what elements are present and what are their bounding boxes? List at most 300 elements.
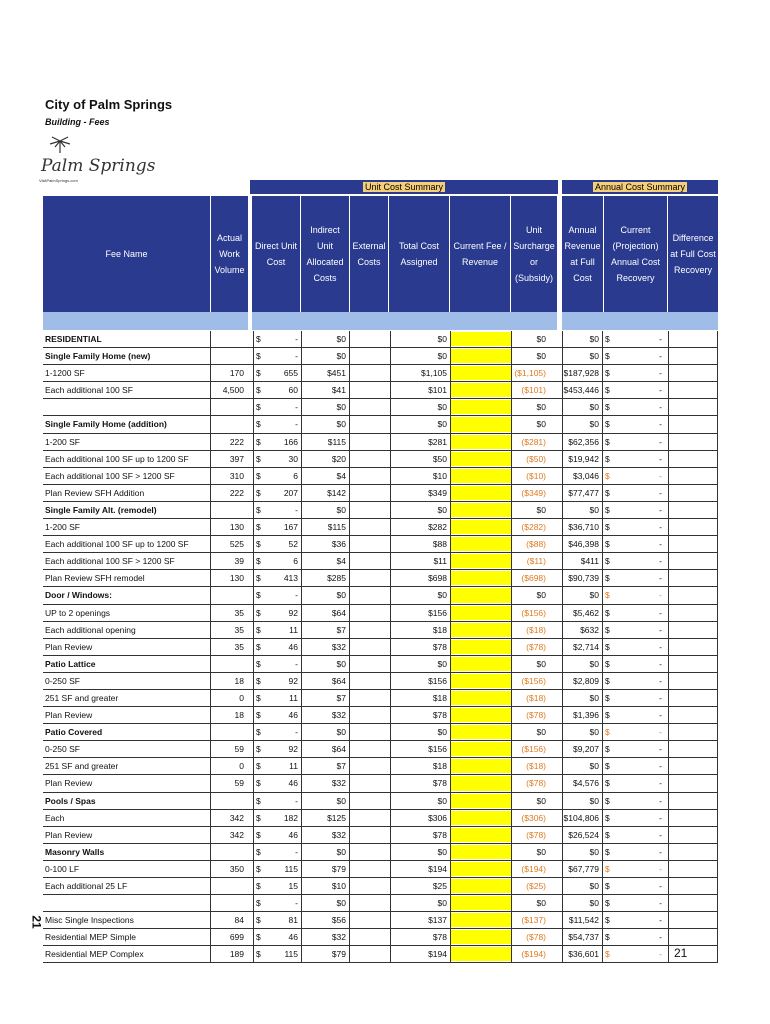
surcharge-cell: $0	[511, 793, 549, 809]
dollar-sign-cell: $	[253, 587, 261, 603]
external-cost-cell	[349, 519, 390, 535]
annual-revenue-cell: $0	[562, 724, 602, 740]
total-cost-cell: $78	[390, 827, 450, 843]
external-cost-cell	[349, 775, 390, 791]
difference-cell	[668, 827, 718, 843]
col-annual-revenue: Annual Revenue at Full Cost	[562, 196, 603, 312]
difference-cell	[668, 741, 718, 757]
current-fee-cell	[450, 519, 511, 535]
external-cost-cell	[349, 536, 390, 552]
external-cost-cell	[349, 553, 390, 569]
surcharge-cell: ($25)	[511, 878, 549, 894]
indirect-cost-cell: $4	[301, 553, 349, 569]
projection-dash: -	[659, 795, 662, 806]
direct-cost-cell: 413	[283, 573, 298, 584]
annual-revenue-cell: $0	[562, 878, 602, 894]
fee-name-cell: 1-200 SF	[45, 436, 80, 447]
difference-cell	[668, 331, 718, 347]
total-cost-cell: $281	[390, 434, 450, 450]
indirect-cost-cell: $64	[301, 741, 349, 757]
current-projection-cell: $ -	[602, 690, 668, 706]
indirect-cost-cell: $64	[301, 605, 349, 621]
current-fee-cell	[450, 844, 511, 860]
table-row	[43, 946, 718, 963]
projection-dash: -	[659, 675, 662, 686]
table-row	[43, 793, 718, 810]
surcharge-cell: ($10)	[511, 468, 549, 484]
volume-cell	[210, 656, 247, 672]
dollar-sign-cell: $	[253, 827, 261, 843]
dollar-sign-cell: $	[253, 605, 261, 621]
total-cost-cell: $698	[390, 570, 450, 586]
projection-dash: -	[659, 522, 662, 533]
total-cost-cell: $0	[390, 895, 450, 911]
difference-cell	[668, 895, 718, 911]
projection-dash: -	[659, 351, 662, 362]
projection-dash: -	[659, 402, 662, 413]
volume-cell: 350	[210, 861, 247, 877]
projection-dash: -	[659, 419, 662, 430]
current-projection-cell: $ -	[602, 656, 668, 672]
annual-revenue-cell: $2,714	[562, 639, 602, 655]
direct-cost-cell: -	[295, 590, 298, 601]
surcharge-cell: ($281)	[511, 434, 549, 450]
difference-cell	[668, 605, 718, 621]
current-fee-cell	[450, 485, 511, 501]
projection-dash: -	[659, 710, 662, 721]
current-projection-cell: $ -	[602, 519, 668, 535]
surcharge-cell: ($156)	[511, 741, 549, 757]
projection-dash: -	[659, 641, 662, 652]
table-row	[43, 844, 718, 861]
dollar-sign-cell: $	[253, 502, 261, 518]
external-cost-cell	[349, 810, 390, 826]
volume-cell	[210, 724, 247, 740]
dollar-sign-cell: $	[253, 639, 261, 655]
fee-highlight	[451, 845, 511, 859]
current-projection-cell: $ -	[602, 382, 668, 398]
total-cost-cell: $0	[390, 399, 450, 415]
total-cost-cell: $0	[390, 724, 450, 740]
external-cost-cell	[349, 348, 390, 364]
fee-highlight	[451, 725, 511, 739]
difference-cell	[668, 707, 718, 723]
annual-revenue-cell: $0	[562, 587, 602, 603]
table-row	[43, 519, 718, 536]
fee-name-cell: Door / Windows:	[45, 590, 112, 601]
annual-revenue-cell: $453,446	[562, 382, 602, 398]
indirect-cost-cell: $32	[301, 775, 349, 791]
direct-cost-cell: 15	[288, 881, 298, 891]
direct-cost-cell: -	[295, 898, 298, 909]
fee-highlight	[451, 435, 511, 449]
surcharge-cell: ($282)	[511, 519, 549, 535]
annual-revenue-cell: $0	[562, 348, 602, 364]
fee-name-cell: Plan Review SFH remodel	[45, 573, 145, 584]
total-cost-cell: $306	[390, 810, 450, 826]
surcharge-cell: ($306)	[511, 810, 549, 826]
projection-dash: -	[659, 453, 662, 464]
table-row	[43, 878, 718, 895]
volume-cell: 35	[210, 622, 247, 638]
table-row	[43, 399, 718, 416]
indirect-cost-cell: $4	[301, 468, 349, 484]
current-fee-cell	[450, 553, 511, 569]
total-cost-cell: $0	[390, 331, 450, 347]
current-fee-cell	[450, 382, 511, 398]
difference-cell	[668, 502, 718, 518]
current-fee-cell	[450, 468, 511, 484]
table-row	[43, 690, 718, 707]
direct-cost-cell: 46	[288, 641, 298, 652]
dollar-sign-cell: $	[253, 929, 261, 945]
fee-name-cell: Each additional 100 SF up to 1200 SF	[45, 539, 189, 550]
fee-name-cell: Plan Review	[45, 641, 93, 652]
table-row	[43, 758, 718, 775]
volume-cell: 699	[210, 929, 247, 945]
fee-name-cell: Residential MEP Simple	[45, 932, 137, 943]
volume-cell: 84	[210, 912, 247, 928]
annual-revenue-cell: $1,396	[562, 707, 602, 723]
current-fee-cell	[450, 775, 511, 791]
volume-cell: 39	[210, 553, 247, 569]
external-cost-cell	[349, 605, 390, 621]
projection-dash: -	[659, 778, 662, 789]
fee-name-cell: Plan Review	[45, 778, 93, 789]
annual-revenue-cell: $0	[562, 758, 602, 774]
table-row	[43, 673, 718, 690]
total-cost-cell: $156	[390, 673, 450, 689]
difference-cell	[668, 485, 718, 501]
fee-highlight	[451, 930, 511, 944]
volume-cell: 170	[210, 365, 247, 381]
current-projection-cell: $ -	[602, 399, 668, 415]
fee-name-cell: RESIDENTIAL	[45, 334, 102, 344]
difference-cell	[668, 434, 718, 450]
surcharge-cell: $0	[511, 416, 549, 432]
direct-cost-cell: 6	[293, 470, 298, 481]
fee-highlight	[451, 520, 511, 534]
dollar-sign-cell: $	[253, 741, 261, 757]
difference-cell	[668, 912, 718, 928]
fee-name-cell: Each	[45, 812, 65, 823]
total-cost-cell: $156	[390, 605, 450, 621]
total-cost-cell: $18	[390, 690, 450, 706]
document-subtitle: Building - Fees	[45, 117, 110, 127]
annual-revenue-cell: $36,601	[562, 946, 602, 962]
current-fee-cell	[450, 895, 511, 911]
difference-cell	[668, 793, 718, 809]
volume-cell	[210, 587, 247, 603]
current-projection-cell: $ -	[602, 775, 668, 791]
indirect-cost-cell: $0	[301, 399, 349, 415]
external-cost-cell	[349, 570, 390, 586]
difference-cell	[668, 587, 718, 603]
total-cost-cell: $194	[390, 861, 450, 877]
margin-mark: 21	[29, 915, 44, 929]
external-cost-cell	[349, 468, 390, 484]
fee-highlight	[451, 332, 511, 346]
annual-revenue-cell: $62,356	[562, 434, 602, 450]
fee-highlight	[451, 554, 511, 568]
dollar-sign-cell: $	[253, 468, 261, 484]
col-indirect-unit-allocated: Indirect Unit Allocated Costs	[301, 196, 349, 312]
volume-cell: 0	[210, 758, 247, 774]
surcharge-cell: ($698)	[511, 570, 549, 586]
indirect-cost-cell: $451	[301, 365, 349, 381]
projection-dash: -	[659, 949, 662, 960]
volume-cell: 189	[210, 946, 247, 962]
difference-cell	[668, 553, 718, 569]
fee-name-cell: Pools / Spas	[45, 795, 96, 806]
dollar-sign-cell: $	[253, 724, 261, 740]
fee-highlight	[451, 776, 511, 790]
table-row	[43, 912, 718, 929]
external-cost-cell	[349, 690, 390, 706]
total-cost-cell: $88	[390, 536, 450, 552]
fee-name-cell: Each additional 100 SF	[45, 385, 133, 396]
surcharge-cell: ($194)	[511, 861, 549, 877]
total-cost-cell: $11	[390, 553, 450, 569]
surcharge-cell: ($18)	[511, 690, 549, 706]
table-row	[43, 861, 718, 878]
external-cost-cell	[349, 502, 390, 518]
projection-dash: -	[659, 761, 662, 772]
indirect-cost-cell: $125	[301, 810, 349, 826]
total-cost-cell: $0	[390, 416, 450, 432]
current-fee-cell	[450, 878, 511, 894]
dollar-sign-cell: $	[253, 878, 261, 894]
col-direct-unit-cost: Direct Unit Cost	[252, 196, 300, 312]
volume-cell	[210, 793, 247, 809]
document-title: City of Palm Springs	[45, 97, 173, 112]
volume-cell	[210, 895, 247, 911]
fee-name-cell: Plan Review	[45, 829, 93, 840]
surcharge-cell: $0	[511, 331, 549, 347]
fee-highlight	[451, 794, 511, 808]
volume-cell: 397	[210, 451, 247, 467]
table-row	[43, 536, 718, 553]
external-cost-cell	[349, 861, 390, 877]
difference-cell	[668, 416, 718, 432]
difference-cell	[668, 468, 718, 484]
current-fee-cell	[450, 536, 511, 552]
current-projection-cell: $ -	[602, 502, 668, 518]
difference-cell	[668, 382, 718, 398]
col-total-cost-assigned: Total Cost Assigned	[389, 196, 449, 312]
dollar-sign-cell: $	[253, 673, 261, 689]
current-fee-cell	[450, 622, 511, 638]
current-fee-cell	[450, 365, 511, 381]
indirect-cost-cell: $32	[301, 639, 349, 655]
projection-dash: -	[659, 436, 662, 447]
direct-cost-cell: -	[295, 419, 298, 430]
dollar-sign-cell: $	[253, 570, 261, 586]
current-projection-cell: $ -	[602, 827, 668, 843]
fee-highlight	[451, 896, 511, 910]
surcharge-cell: ($18)	[511, 758, 549, 774]
projection-dash: -	[659, 368, 662, 379]
direct-cost-cell: -	[295, 846, 298, 857]
surcharge-cell: ($78)	[511, 929, 549, 945]
total-cost-cell: $18	[390, 622, 450, 638]
fee-highlight	[451, 640, 511, 654]
table-row	[43, 622, 718, 639]
direct-cost-cell: -	[295, 658, 298, 669]
indirect-cost-cell: $64	[301, 673, 349, 689]
col-unit-surcharge: Unit Surcharge or (Subsidy)	[511, 196, 557, 312]
header-band-unit	[252, 312, 557, 330]
total-cost-cell: $18	[390, 758, 450, 774]
fee-highlight	[451, 879, 511, 893]
surcharge-cell: ($1,105)	[511, 365, 549, 381]
surcharge-cell: $0	[511, 895, 549, 911]
surcharge-cell: ($78)	[511, 707, 549, 723]
volume-cell: 310	[210, 468, 247, 484]
direct-cost-cell: 81	[288, 915, 298, 926]
current-fee-cell	[450, 416, 511, 432]
dollar-sign-cell: $	[253, 331, 261, 347]
direct-cost-cell: -	[295, 351, 298, 362]
external-cost-cell	[349, 331, 390, 347]
annual-revenue-cell: $5,462	[562, 605, 602, 621]
fee-highlight	[451, 811, 511, 825]
dollar-sign-cell: $	[253, 758, 261, 774]
volume-cell: 59	[210, 741, 247, 757]
difference-cell	[668, 929, 718, 945]
projection-dash: -	[659, 573, 662, 584]
dollar-sign-cell: $	[253, 382, 261, 398]
direct-cost-cell: -	[295, 334, 298, 344]
volume-cell: 18	[210, 707, 247, 723]
annual-revenue-cell: $104,806	[562, 810, 602, 826]
current-projection-cell: $ -	[602, 895, 668, 911]
external-cost-cell	[349, 741, 390, 757]
fee-highlight	[451, 947, 511, 961]
current-projection-cell: $ -	[602, 605, 668, 621]
projection-dash: -	[659, 539, 662, 550]
direct-cost-cell: 46	[288, 778, 298, 789]
current-projection-cell: $ -	[602, 485, 668, 501]
indirect-cost-cell: $79	[301, 946, 349, 962]
volume-cell: 35	[210, 605, 247, 621]
external-cost-cell	[349, 656, 390, 672]
volume-cell: 18	[210, 673, 247, 689]
col-current-fee: Current Fee / Revenue	[450, 196, 510, 312]
projection-dash: -	[659, 487, 662, 498]
external-cost-cell	[349, 399, 390, 415]
surcharge-cell: ($50)	[511, 451, 549, 467]
external-cost-cell	[349, 639, 390, 655]
fee-highlight	[451, 691, 511, 705]
table-row	[43, 605, 718, 622]
current-projection-cell: $ -	[602, 793, 668, 809]
annual-revenue-cell: $67,779	[562, 861, 602, 877]
volume-cell: 59	[210, 775, 247, 791]
fee-name-cell: Patio Covered	[45, 727, 103, 738]
table-row	[43, 639, 718, 656]
projection-dash: -	[659, 915, 662, 926]
table-row	[43, 416, 718, 433]
surcharge-cell: ($137)	[511, 912, 549, 928]
external-cost-cell	[349, 673, 390, 689]
direct-cost-cell: 92	[288, 675, 298, 686]
dollar-sign-cell: $	[253, 810, 261, 826]
fee-name-cell: Masonry Walls	[45, 846, 105, 857]
current-fee-cell	[450, 741, 511, 757]
current-projection-cell: $ -	[602, 416, 668, 432]
total-cost-cell: $78	[390, 929, 450, 945]
difference-cell	[668, 622, 718, 638]
annual-revenue-cell: $0	[562, 793, 602, 809]
annual-revenue-cell: $0	[562, 656, 602, 672]
annual-cost-summary-header: Annual Cost Summary	[562, 180, 718, 194]
dollar-sign-cell: $	[253, 399, 261, 415]
dollar-sign-cell: $	[253, 485, 261, 501]
volume-cell: 4,500	[210, 382, 247, 398]
current-fee-cell	[450, 502, 511, 518]
current-fee-cell	[450, 673, 511, 689]
current-fee-cell	[450, 793, 511, 809]
direct-cost-cell: 6	[293, 556, 298, 567]
total-cost-cell: $78	[390, 775, 450, 791]
direct-cost-cell: 52	[288, 539, 298, 550]
current-fee-cell	[450, 810, 511, 826]
indirect-cost-cell: $32	[301, 707, 349, 723]
external-cost-cell	[349, 724, 390, 740]
current-projection-cell: $ -	[602, 810, 668, 826]
volume-cell: 130	[210, 570, 247, 586]
table-row	[43, 741, 718, 758]
total-cost-cell: $0	[390, 656, 450, 672]
volume-cell	[210, 348, 247, 364]
current-projection-cell: $ -	[602, 536, 668, 552]
external-cost-cell	[349, 365, 390, 381]
volume-cell: 222	[210, 434, 247, 450]
current-fee-cell	[450, 861, 511, 877]
total-cost-cell: $137	[390, 912, 450, 928]
total-cost-cell: $78	[390, 707, 450, 723]
fee-name-cell: Residential MEP Complex	[45, 949, 144, 960]
fee-highlight	[451, 366, 511, 380]
fee-highlight	[451, 606, 511, 620]
surcharge-cell: ($101)	[511, 382, 549, 398]
surcharge-cell: $0	[511, 399, 549, 415]
col-difference: Difference at Full Cost Recovery	[668, 196, 718, 312]
surcharge-cell: ($18)	[511, 622, 549, 638]
external-cost-cell	[349, 451, 390, 467]
external-cost-cell	[349, 485, 390, 501]
external-cost-cell	[349, 416, 390, 432]
fee-name-cell: Each additional 100 SF up to 1200 SF	[45, 453, 189, 464]
dollar-sign-cell: $	[253, 775, 261, 791]
external-cost-cell	[349, 895, 390, 911]
current-fee-cell	[450, 827, 511, 843]
projection-dash: -	[659, 504, 662, 515]
difference-cell	[668, 639, 718, 655]
current-projection-cell: $ -	[602, 553, 668, 569]
current-projection-cell: $ -	[602, 434, 668, 450]
annual-revenue-cell: $77,477	[562, 485, 602, 501]
current-projection-cell: $ -	[602, 587, 668, 603]
total-cost-cell: $101	[390, 382, 450, 398]
difference-cell	[668, 690, 718, 706]
dollar-sign-cell: $	[253, 656, 261, 672]
difference-cell	[668, 570, 718, 586]
surcharge-cell: ($11)	[511, 553, 549, 569]
direct-cost-cell: 46	[288, 932, 298, 943]
direct-cost-cell: 655	[283, 368, 298, 379]
